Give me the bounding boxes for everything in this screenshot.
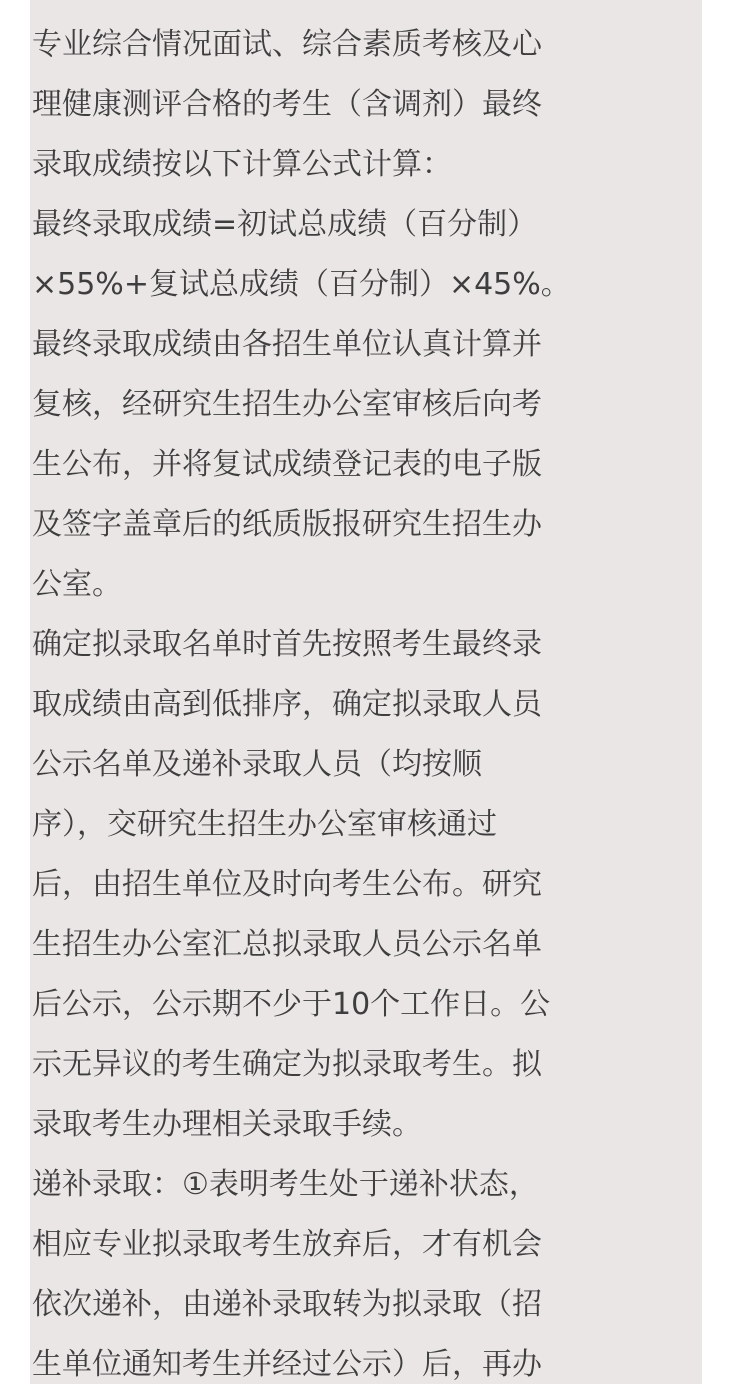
article-body	[32, 15, 696, 1395]
text-line: 最终录取成绩由各招生单位认真计算并	[32, 327, 542, 362]
paragraph-admission-list	[32, 615, 696, 1155]
text-line: 理健康测评合格的考生（含调剂）最终	[32, 87, 542, 122]
text-line: 后公示，公示期不少于10个工作日。公	[32, 987, 551, 1022]
text-line: 公室。	[32, 567, 122, 602]
text-line: 依次递补，由递补录取转为拟录取（招	[32, 1287, 542, 1322]
text-line: 录取考生办理相关录取手续。	[32, 1107, 422, 1142]
paragraph-score-formula	[32, 195, 696, 315]
text-line: 及签字盖章后的纸质版报研究生招生办	[32, 507, 542, 542]
text-line: 生单位通知考生并经过公示）后，再办	[32, 1347, 542, 1382]
paragraph-score-formula-intro	[32, 15, 696, 195]
text-line: 序），交研究生招生办公室审核通过	[32, 807, 497, 842]
text-line: ×55%+复试总成绩（百分制）×45%。	[32, 267, 571, 302]
text-line: 生招生办公室汇总拟录取人员公示名单	[32, 927, 542, 962]
text-line: 确定拟录取名单时首先按照考生最终录	[32, 627, 542, 662]
paragraph-score-review	[32, 315, 696, 615]
text-line: 最终录取成绩=初试总成绩（百分制）	[32, 207, 538, 242]
text-line: 后，由招生单位及时向考生公布。研究	[32, 867, 542, 902]
text-line: 复核，经研究生招生办公室审核后向考	[32, 387, 542, 422]
text-line: 递补录取：①表明考生处于递补状态，	[32, 1167, 539, 1202]
text-line: 相应专业拟录取考生放弃后，才有机会	[32, 1227, 542, 1262]
text-line: 专业综合情况面试、综合素质考核及心	[32, 27, 542, 62]
paragraph-waitlist-admission	[32, 1155, 696, 1395]
text-line: 生公布，并将复试成绩登记表的电子版	[32, 447, 542, 482]
text-line: 取成绩由高到低排序，确定拟录取人员	[32, 687, 542, 722]
text-line: 录取成绩按以下计算公式计算：	[32, 147, 452, 182]
text-line: 公示名单及递补录取人员（均按顺	[32, 747, 482, 782]
text-line: 示无异议的考生确定为拟录取考生。拟	[32, 1047, 542, 1082]
